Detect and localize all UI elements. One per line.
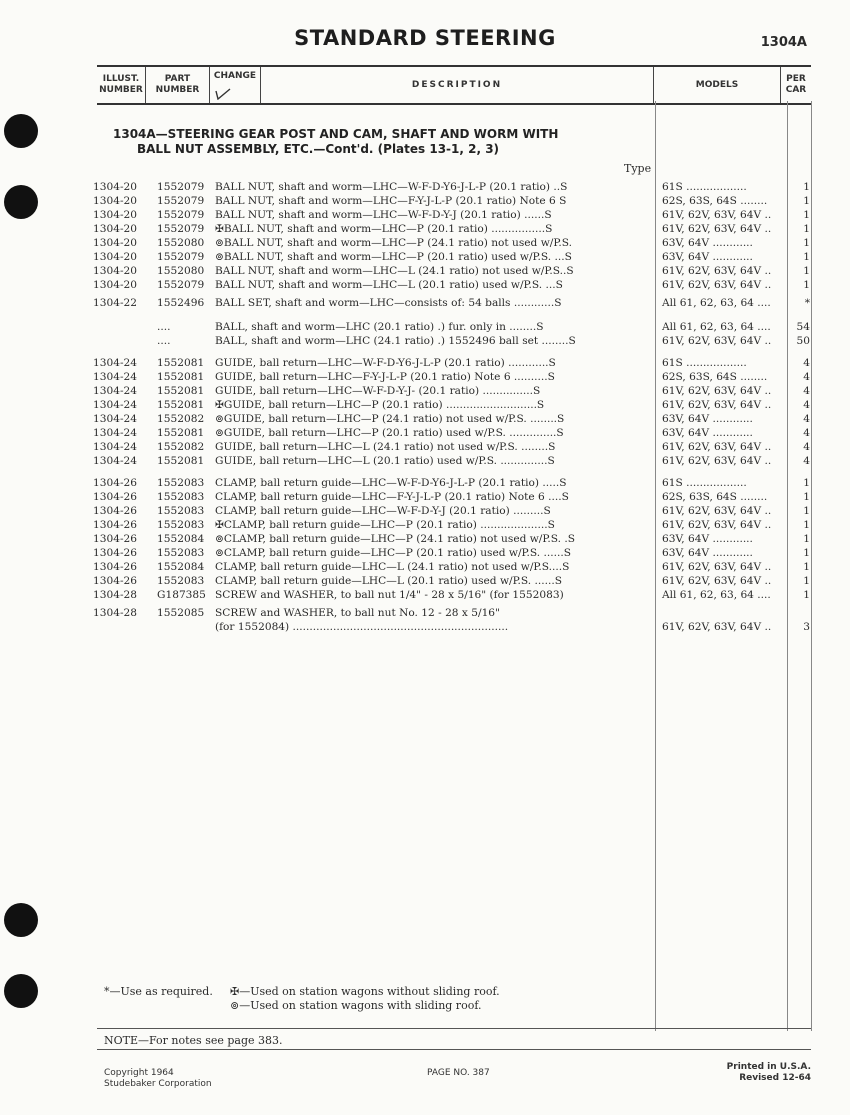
table-header [97, 65, 811, 105]
illust-number-header: ILLUST. NUMBER [99, 74, 143, 95]
per-car: 4 [803, 413, 810, 425]
part-number: 1552079 [157, 195, 205, 207]
description: BALL, shaft and worm—LHC (20.1 ratio) .) fur. only in ........S [215, 321, 544, 333]
models: 61V, 62V, 63V, 64V .. [662, 279, 772, 291]
per-car: 4 [803, 385, 810, 397]
per-car: * [804, 297, 810, 309]
table-row [0, 384, 850, 398]
table-row [0, 250, 850, 264]
divider [97, 1028, 811, 1029]
table-row [0, 588, 850, 602]
models: 62S, 63S, 64S ........ [662, 491, 768, 503]
per-car: 4 [803, 399, 810, 411]
per-car: 54 [796, 321, 810, 333]
footnote-cross: ✠—Used on station wagons without sliding roof. [230, 985, 500, 998]
description: GUIDE, ball return—LHC—L (20.1 ratio) used w/P.S. ..............S [215, 455, 555, 467]
illust-number: 1304-24 [93, 371, 138, 383]
table-row [0, 180, 850, 194]
table-row [0, 476, 850, 490]
models: 61V, 62V, 63V, 64V .. [662, 209, 772, 221]
part-number: 1552081 [157, 427, 205, 439]
part-number: 1552079 [157, 223, 205, 235]
per-car: 1 [803, 491, 810, 503]
per-car: 4 [803, 371, 810, 383]
illust-number: 1304-20 [93, 181, 138, 193]
illust-number: 1304-24 [93, 441, 138, 453]
table-row [0, 426, 850, 440]
illust-number: 1304-20 [93, 195, 138, 207]
models: 61V, 62V, 63V, 64V .. [662, 223, 772, 235]
models: 61V, 62V, 63V, 64V .. [662, 519, 772, 531]
illust-number: 1304-24 [93, 357, 138, 369]
description: (for 1552084) ................................................................ [215, 621, 509, 633]
per-car: 1 [803, 561, 810, 573]
per-car: 4 [803, 357, 810, 369]
models: All 61, 62, 63, 64 .... [662, 321, 771, 333]
part-number: 1552083 [157, 519, 205, 531]
per-car: 1 [803, 181, 810, 193]
description: CLAMP, ball return guide—LHC—W-F-D-Y6-J-L-P (20.1 ratio) .....S [215, 477, 567, 489]
part-number: 1552081 [157, 399, 205, 411]
description: SCREW and WASHER, to ball nut No. 12 - 28 x 5/16" [215, 607, 500, 619]
illust-number: 1304-26 [93, 561, 138, 573]
table-row [0, 278, 850, 292]
per-car: 1 [803, 279, 810, 291]
models: 61V, 62V, 63V, 64V .. [662, 561, 772, 573]
models: 61S .................. [662, 477, 747, 489]
table-row [0, 208, 850, 222]
per-car: 1 [803, 265, 810, 277]
table-row [0, 440, 850, 454]
description: GUIDE, ball return—LHC—W-F-D-Y-J- (20.1 ratio) ...............S [215, 385, 541, 397]
per-car: 1 [803, 575, 810, 587]
table-row [0, 264, 850, 278]
illust-number: 1304-20 [93, 251, 138, 263]
per-car: 1 [803, 505, 810, 517]
illust-number: 1304-24 [93, 413, 138, 425]
description: BALL NUT, shaft and worm—LHC—L (20.1 ratio) used w/P.S. ...S [215, 279, 563, 291]
models: 61V, 62V, 63V, 64V .. [662, 575, 772, 587]
illust-number: 1304-24 [93, 399, 138, 411]
description: BALL NUT, shaft and worm—LHC—L (24.1 ratio) not used w/P.S..S [215, 265, 574, 277]
change-checkmark-icon [215, 87, 231, 100]
page-title: STANDARD STEERING [294, 26, 556, 50]
description: GUIDE, ball return—LHC—L (24.1 ratio) not used w/P.S. ........S [215, 441, 556, 453]
part-number: 1552080 [157, 237, 205, 249]
description: BALL SET, shaft and worm—LHC—consists of: 54 balls ............S [215, 297, 562, 309]
description: CLAMP, ball return guide—LHC—W-F-D-Y-J (20.1 ratio) .........S [215, 505, 551, 517]
illust-number: 1304-26 [93, 533, 138, 545]
models: 62S, 63S, 64S ........ [662, 371, 768, 383]
models: 61V, 62V, 63V, 64V .. [662, 455, 772, 467]
table-row [0, 606, 850, 620]
footnotes [104, 985, 500, 1013]
part-number: 1552079 [157, 251, 205, 263]
table-row [0, 370, 850, 384]
part-number: 1552496 [157, 297, 205, 309]
part-number: 1552081 [157, 455, 205, 467]
illust-number: 1304-20 [93, 279, 138, 291]
description: ✠GUIDE, ball return—LHC—P (20.1 ratio) ...........................S [215, 399, 545, 411]
part-number: 1552079 [157, 209, 205, 221]
part-number: 1552082 [157, 441, 205, 453]
per-car: 1 [803, 195, 810, 207]
table-row [0, 518, 850, 532]
description: CLAMP, ball return guide—LHC—F-Y-J-L-P (20.1 ratio) Note 6 ....S [215, 491, 569, 503]
per-car: 1 [803, 209, 810, 221]
illust-number: 1304-26 [93, 519, 138, 531]
description: ⊚CLAMP, ball return guide—LHC—P (20.1 ratio) used w/P.S. ......S [215, 547, 571, 559]
part-number: 1552081 [157, 385, 205, 397]
description: ⊚BALL NUT, shaft and worm—LHC—P (20.1 ratio) used w/P.S. ...S [215, 251, 572, 263]
illust-number: 1304-26 [93, 505, 138, 517]
models: 61V, 62V, 63V, 64V .. [662, 265, 772, 277]
section-heading: 1304A—STEERING GEAR POST AND CAM, SHAFT AND WORM WITH BALL NUT ASSEMBLY, ETC.—Cont'd. (Plates 13-1, 2, 3) [113, 127, 559, 156]
per-car: 3 [803, 621, 810, 633]
per-car: 1 [803, 477, 810, 489]
illust-number: 1304-20 [93, 209, 138, 221]
per-car: 1 [803, 223, 810, 235]
illust-number: 1304-24 [93, 427, 138, 439]
part-number: 1552083 [157, 477, 205, 489]
part-number: G187385 [157, 589, 206, 601]
table-row [0, 194, 850, 208]
illust-number: 1304-26 [93, 575, 138, 587]
models: 63V, 64V ............ [662, 251, 753, 263]
part-number: 1552079 [157, 181, 205, 193]
page-number: PAGE NO. 387 [427, 1068, 490, 1078]
printed-revision: Printed in U.S.A. Revised 12-64 [726, 1062, 811, 1083]
models-header: MODELS [695, 79, 739, 90]
models: 61V, 62V, 63V, 64V .. [662, 335, 772, 347]
models: All 61, 62, 63, 64 .... [662, 589, 771, 601]
part-number: 1552082 [157, 413, 205, 425]
part-number: 1552081 [157, 371, 205, 383]
change-header: CHANGE [213, 71, 257, 81]
description: ✠CLAMP, ball return guide—LHC—P (20.1 ratio) ....................S [215, 519, 555, 531]
footnote-circle: ⊚—Used on station wagons with sliding roof. [230, 999, 482, 1012]
models: 63V, 64V ............ [662, 533, 753, 545]
part-number: 1552083 [157, 491, 205, 503]
per-car: 1 [803, 519, 810, 531]
table-row [0, 560, 850, 574]
section-number: 1304A [760, 35, 807, 50]
models: 63V, 64V ............ [662, 413, 753, 425]
footnote-star: *—Use as required. [104, 985, 213, 998]
table-row [0, 334, 850, 348]
description: ⊚BALL NUT, shaft and worm—LHC—P (24.1 ratio) not used w/P.S. [215, 237, 572, 249]
table-row [0, 356, 850, 370]
description: GUIDE, ball return—LHC—W-F-D-Y6-J-L-P (20.1 ratio) ............S [215, 357, 556, 369]
description: ✠BALL NUT, shaft and worm—LHC—P (20.1 ratio) ................S [215, 223, 553, 235]
part-number: 1552083 [157, 575, 205, 587]
per-car-header: PER CAR [785, 74, 807, 95]
description: ⊚GUIDE, ball return—LHC—P (20.1 ratio) used w/P.S. ..............S [215, 427, 564, 439]
binder-hole [4, 114, 38, 148]
description-header: DESCRIPTION [411, 79, 503, 90]
type-label: Type [624, 162, 652, 175]
description: BALL NUT, shaft and worm—LHC—F-Y-J-L-P (20.1 ratio) Note 6 S [215, 195, 567, 207]
illust-number: 1304-22 [93, 297, 138, 309]
description: BALL NUT, shaft and worm—LHC—W-F-D-Y-J (20.1 ratio) ......S [215, 209, 552, 221]
models: 63V, 64V ............ [662, 427, 753, 439]
models: 61V, 62V, 63V, 64V .. [662, 505, 772, 517]
description: GUIDE, ball return—LHC—F-Y-J-L-P (20.1 ratio) Note 6 ..........S [215, 371, 555, 383]
binder-hole [4, 974, 38, 1008]
table-row [0, 454, 850, 468]
table-row [0, 398, 850, 412]
binder-hole [4, 903, 38, 937]
part-number: .... [157, 321, 171, 333]
description: CLAMP, ball return guide—LHC—L (24.1 ratio) not used w/P.S....S [215, 561, 570, 573]
note-text: NOTE—For notes see page 383. [104, 1034, 283, 1047]
part-number: 1552081 [157, 357, 205, 369]
description: CLAMP, ball return guide—LHC—L (20.1 ratio) used w/P.S. ......S [215, 575, 563, 587]
illust-number: 1304-26 [93, 491, 138, 503]
models: 61S .................. [662, 357, 747, 369]
models: 61V, 62V, 63V, 64V .. [662, 385, 772, 397]
table-row [0, 412, 850, 426]
part-number: 1552083 [157, 547, 205, 559]
per-car: 1 [803, 237, 810, 249]
per-car: 1 [803, 533, 810, 545]
illust-number: 1304-28 [93, 607, 138, 619]
per-car: 4 [803, 455, 810, 467]
part-number: 1552079 [157, 279, 205, 291]
illust-number: 1304-26 [93, 477, 138, 489]
table-row [0, 296, 850, 310]
divider [97, 1049, 811, 1050]
part-number: 1552084 [157, 561, 205, 573]
table-row [0, 574, 850, 588]
illust-number: 1304-24 [93, 385, 138, 397]
per-car: 4 [803, 441, 810, 453]
table-row [0, 490, 850, 504]
table-row [0, 504, 850, 518]
models: 63V, 64V ............ [662, 237, 753, 249]
part-number: .... [157, 335, 171, 347]
copyright: Copyright 1964 Studebaker Corporation [104, 1068, 212, 1089]
models: 63V, 64V ............ [662, 547, 753, 559]
description: ⊚GUIDE, ball return—LHC—P (24.1 ratio) not used w/P.S. ........S [215, 413, 565, 425]
models: 61V, 62V, 63V, 64V .. [662, 441, 772, 453]
table-row [0, 532, 850, 546]
illust-number: 1304-26 [93, 547, 138, 559]
illust-number: 1304-28 [93, 589, 138, 601]
description: SCREW and WASHER, to ball nut 1/4" - 28 x 5/16" (for 1552083) [215, 589, 564, 601]
per-car: 1 [803, 547, 810, 559]
per-car: 1 [803, 589, 810, 601]
models: 61V, 62V, 63V, 64V .. [662, 621, 772, 633]
per-car: 50 [796, 335, 810, 347]
illust-number: 1304-24 [93, 455, 138, 467]
description: BALL NUT, shaft and worm—LHC—W-F-D-Y6-J-L-P (20.1 ratio) ..S [215, 181, 568, 193]
models: 61V, 62V, 63V, 64V .. [662, 399, 772, 411]
per-car: 4 [803, 427, 810, 439]
table-row [0, 222, 850, 236]
part-number: 1552083 [157, 505, 205, 517]
table-row [0, 320, 850, 334]
table-row [0, 546, 850, 560]
illust-number: 1304-20 [93, 237, 138, 249]
part-number: 1552084 [157, 533, 205, 545]
illust-number: 1304-20 [93, 265, 138, 277]
part-number-header: PART NUMBER [155, 74, 200, 95]
part-number: 1552085 [157, 607, 205, 619]
models: All 61, 62, 63, 64 .... [662, 297, 771, 309]
table-row [0, 620, 850, 634]
description: ⊚CLAMP, ball return guide—LHC—P (24.1 ratio) not used w/P.S. .S [215, 533, 575, 545]
models: 62S, 63S, 64S ........ [662, 195, 768, 207]
models: 61S .................. [662, 181, 747, 193]
part-number: 1552080 [157, 265, 205, 277]
table-row [0, 236, 850, 250]
per-car: 1 [803, 251, 810, 263]
description: BALL, shaft and worm—LHC (24.1 ratio) .) 1552496 ball set ........S [215, 335, 576, 347]
illust-number: 1304-20 [93, 223, 138, 235]
